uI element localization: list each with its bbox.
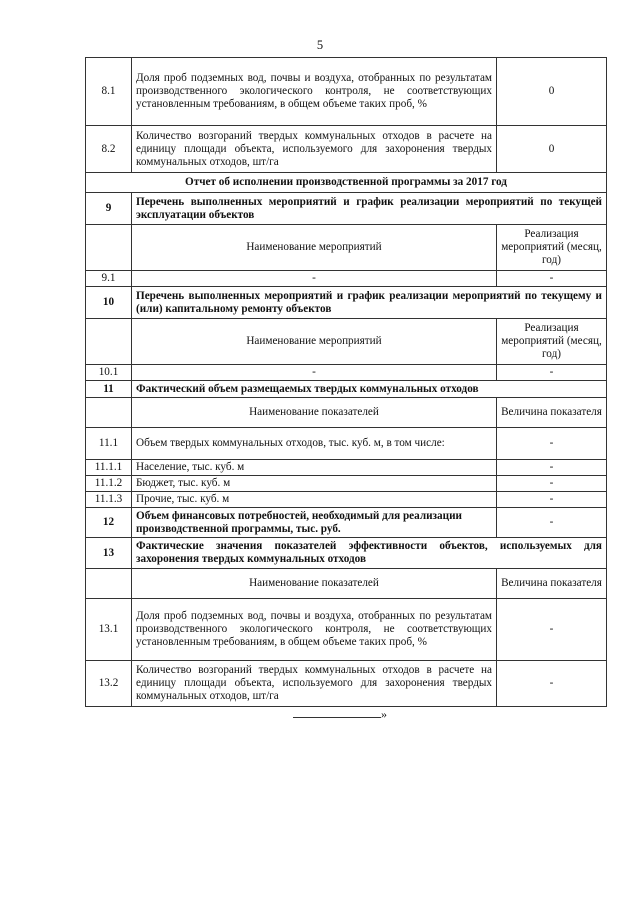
measure-value: - [497,365,607,381]
section-title: Перечень выполненных мероприятий и график реализации мероприятий по текущему и (или) капитальному ремонту объектов [132,287,607,319]
row-number: 8.2 [86,126,132,173]
indicator-name: Объем твердых коммунальных отходов, тыс. куб. м, в том числе: [132,428,497,460]
section-9-row [86,193,607,225]
measure-name: - [132,271,497,287]
section-12-row [86,508,607,538]
column-header-name: Наименование мероприятий [132,319,497,365]
section-number: 12 [86,508,132,538]
measure-value: - [497,271,607,287]
row-number: 13.1 [86,599,132,661]
indicator-value: - [497,661,607,707]
column-header-value: Величина показателя [497,569,607,599]
section-title: Фактический объем размещаемых твердых коммунальных отходов [132,381,607,398]
section-title: Перечень выполненных мероприятий и график реализации мероприятий по текущей эксплуатации объектов [132,193,607,225]
section-number: 13 [86,538,132,569]
row-number: 11.1.3 [86,492,132,508]
column-header-value: Реализация мероприятий (месяц, год) [497,319,607,365]
closing-quote: » [381,707,387,721]
indicator-value: 0 [497,58,607,126]
indicator-name: Бюджет, тыс. куб. м [132,476,497,492]
table-row-8-1 [86,58,607,126]
indicator-name: Доля проб подземных вод, почвы и воздуха, отобранных по результатам производственного экологического контроля, не соответствующих установленным требованиям, в общем объеме таких проб, % [132,58,497,126]
table-row-11-1-2 [86,476,607,492]
indicator-value: - [497,508,607,538]
indicator-name: Количество возгораний твердых коммунальных отходов в расчете на единицу площади объекта, используемого для захоронения твердых коммунальных отходов, шт/га [132,661,497,707]
report-header-row [86,173,607,193]
section-title: Фактические значения показателей эффективности объектов, используемых для захоронения твердых коммунальных отходов [132,538,607,569]
section-13-row [86,538,607,569]
section-11-row [86,381,607,398]
row-number: 9.1 [86,271,132,287]
table-row-9-1 [86,271,607,287]
section-10-row [86,287,607,319]
section-11-header-row [86,398,607,428]
table-row-10-1 [86,365,607,381]
table-row-11-1-1 [86,460,607,476]
table-row-13-2 [86,661,607,707]
column-header-name: Наименование показателей [132,398,497,428]
indicator-value: - [497,460,607,476]
indicator-name: Объем финансовых потребностей, необходимый для реализации производственной программы, тыс. руб. [132,508,497,538]
program-report-table [85,57,607,707]
row-number: 11.1 [86,428,132,460]
document-closing-mark [293,707,393,722]
indicator-value: - [497,492,607,508]
table-row-8-2 [86,126,607,173]
column-header-name: Наименование показателей [132,569,497,599]
page-number: 5 [316,38,324,52]
section-9-header-row [86,225,607,271]
measure-name: - [132,365,497,381]
row-number: 13.2 [86,661,132,707]
indicator-name: Количество возгораний твердых коммунальных отходов в расчете на единицу площади объекта, используемого для захоронения твердых коммунальных отходов, шт/га [132,126,497,173]
indicator-value: - [497,428,607,460]
indicator-name: Население, тыс. куб. м [132,460,497,476]
indicator-name: Прочие, тыс. куб. м [132,492,497,508]
section-number: 10 [86,287,132,319]
section-number: 11 [86,381,132,398]
table-row-11-1-3 [86,492,607,508]
section-13-header-row [86,569,607,599]
row-number: 11.1.2 [86,476,132,492]
table-row-11-1 [86,428,607,460]
signature-line [293,708,381,718]
empty-cell [86,225,132,271]
indicator-value: - [497,476,607,492]
section-10-header-row [86,319,607,365]
section-number: 9 [86,193,132,225]
row-number: 11.1.1 [86,460,132,476]
column-header-value: Величина показателя [497,398,607,428]
empty-cell [86,569,132,599]
column-header-value: Реализация мероприятий (месяц, год) [497,225,607,271]
empty-cell [86,319,132,365]
indicator-name: Доля проб подземных вод, почвы и воздуха, отобранных по результатам производственного экологического контроля, не соответствующих установленным требованиям, в общем объеме таких проб, % [132,599,497,661]
empty-cell [86,398,132,428]
report-header: Отчет об исполнении производственной программы за 2017 год [86,173,607,193]
row-number: 8.1 [86,58,132,126]
column-header-name: Наименование мероприятий [132,225,497,271]
indicator-value: 0 [497,126,607,173]
table-row-13-1 [86,599,607,661]
indicator-value: - [497,599,607,661]
row-number: 10.1 [86,365,132,381]
